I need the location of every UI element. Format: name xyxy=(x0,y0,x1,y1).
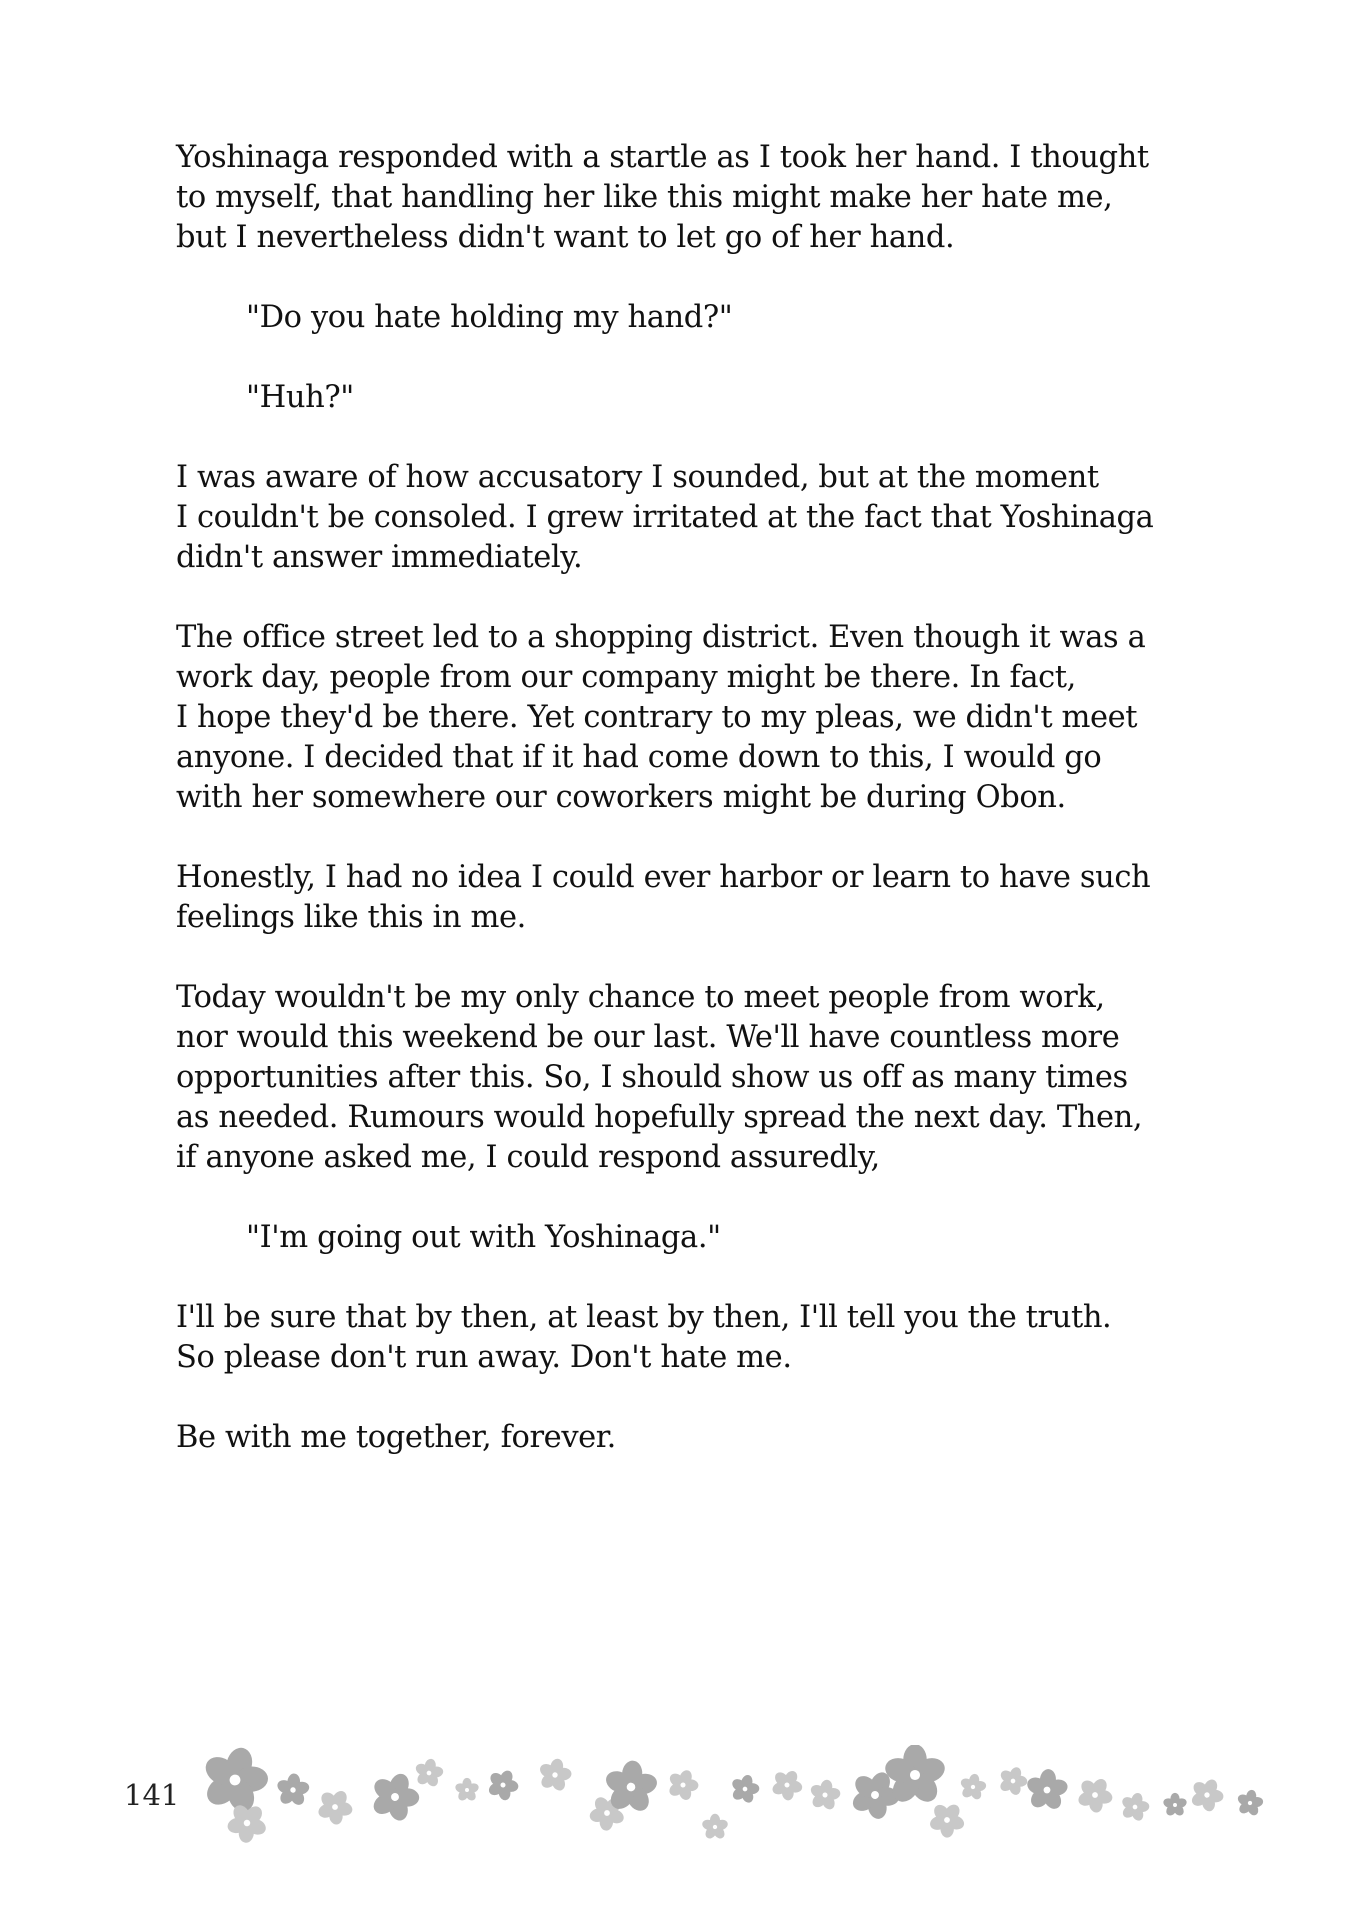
dialogue-3 xyxy=(176,1218,1216,1258)
paragraph-5 xyxy=(176,978,1216,1178)
text-line: anyone. I decided that if it had come down to this, I would go xyxy=(176,740,1102,775)
flower-icon xyxy=(1070,1770,1120,1820)
text-line: as needed. Rumours would hopefully spread the next day. Then, xyxy=(176,1100,1143,1135)
flower-icon xyxy=(411,1756,446,1790)
flower-icon xyxy=(534,1755,575,1795)
text-line: Today wouldn't be my only chance to meet people from work, xyxy=(176,980,1105,1015)
flower-icon xyxy=(806,1777,844,1814)
body-text xyxy=(176,138,1216,1458)
flower-icon xyxy=(957,1772,989,1803)
text-line: "I'm going out with Yoshinaga." xyxy=(246,1220,721,1255)
text-line: "Do you hate holding my hand?" xyxy=(246,300,733,335)
text-line: opportunities after this. So, I should show us off as many times xyxy=(176,1060,1128,1095)
flower-icon xyxy=(1184,1773,1230,1818)
text-line: didn't answer immediately. xyxy=(176,540,583,575)
paragraph-1 xyxy=(176,138,1216,258)
text-line: Yoshinaga responded with a startle as I took her hand. I thought xyxy=(176,140,1149,175)
flower-icon xyxy=(1162,1793,1188,1818)
text-line: So please don't run away. Don't hate me. xyxy=(176,1340,792,1375)
text-line: I hope they'd be there. Yet contrary to my pleas, we didn't meet xyxy=(176,700,1138,735)
text-line: work day, people from our company might be there. In fact, xyxy=(176,660,1076,695)
text-line: to myself, that handling her like this might make her hate me, xyxy=(176,180,1113,215)
page-number: 141 xyxy=(124,1778,180,1812)
dialogue-2 xyxy=(176,378,1216,418)
paragraph-7 xyxy=(176,1418,1216,1458)
flower-icon xyxy=(310,1782,360,1832)
text-line: with her somewhere our coworkers might be during Obon. xyxy=(176,780,1066,815)
text-line: if anyone asked me, I could respond assuredly, xyxy=(176,1140,880,1175)
flower-border-icon xyxy=(195,1745,1285,1855)
text-line: I was aware of how accusatory I sounded, but at the moment xyxy=(176,460,1099,495)
flower-icon xyxy=(481,1764,524,1806)
paragraph-2 xyxy=(176,458,1216,578)
paragraph-3 xyxy=(176,618,1216,818)
flower-icon xyxy=(662,1765,704,1806)
flower-icon xyxy=(1023,1767,1071,1813)
flower-icon xyxy=(274,1772,312,1808)
flower-icon xyxy=(921,1795,972,1846)
flower-icon xyxy=(994,1762,1033,1800)
text-line: feelings like this in me. xyxy=(176,900,526,935)
text-line: nor would this weekend be our last. We'll have countless more xyxy=(176,1020,1120,1055)
text-line: I'll be sure that by then, at least by then, I'll tell you the truth. xyxy=(176,1300,1112,1335)
paragraph-4 xyxy=(176,858,1216,938)
flower-icon xyxy=(726,1771,763,1807)
flower-icon xyxy=(362,1765,427,1829)
text-line: Be with me together, forever. xyxy=(176,1420,616,1455)
text-line: I couldn't be consoled. I grew irritated at the fact that Yoshinaga xyxy=(176,500,1154,535)
flower-icon xyxy=(765,1763,809,1807)
paragraph-6 xyxy=(176,1298,1216,1378)
text-line: "Huh?" xyxy=(246,380,354,415)
flower-icon xyxy=(1116,1789,1153,1825)
text-line: The office street led to a shopping district. Even though it was a xyxy=(176,620,1146,655)
flower-icon xyxy=(701,1814,729,1841)
dialogue-1 xyxy=(176,298,1216,338)
flower-icon xyxy=(1234,1788,1266,1819)
flower-icon xyxy=(454,1778,480,1803)
text-line: but I nevertheless didn't want to let go of her hand. xyxy=(176,220,955,255)
text-line: Honestly, I had no idea I could ever harbor or learn to have such xyxy=(176,860,1151,895)
